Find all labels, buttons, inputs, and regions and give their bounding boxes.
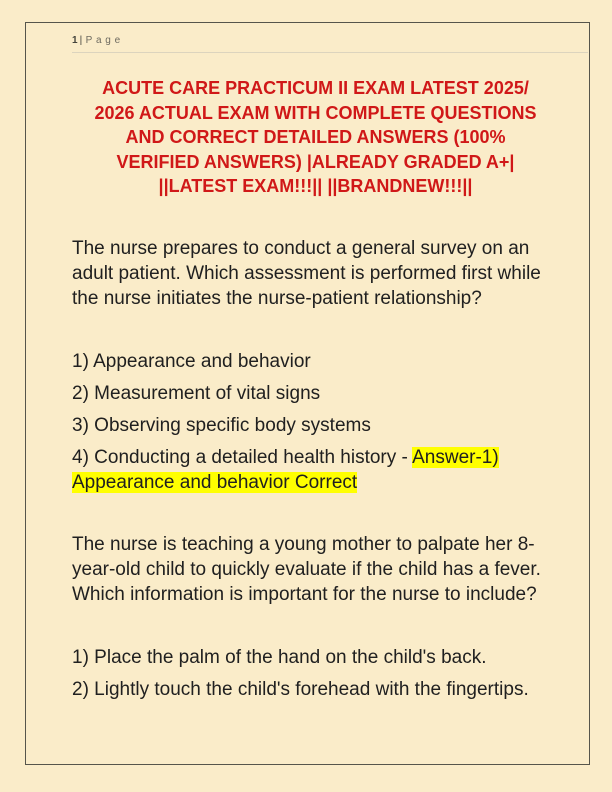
question-1-option-2: 2) Measurement of vital signs <box>72 382 321 404</box>
title-line-3: AND CORRECT DETAILED ANSWERS (100% <box>125 127 506 147</box>
header-page-label: P a g e <box>85 35 121 46</box>
question-1-option-4-prefix: 4) Conducting a detailed health history - <box>72 446 413 468</box>
question-1-option-1: 1) Appearance and behavior <box>72 350 311 372</box>
document-content <box>72 52 559 709</box>
question-1-text: The nurse prepares to conduct a general survey on an adult patient. Which assessment is performed first while the nurse initiates the nurse-patient relationship? <box>72 237 541 309</box>
title-line-5: ||LATEST EXAM!!!|| ||BRANDNEW!!!|| <box>158 176 473 196</box>
page-header <box>72 35 121 46</box>
question-2-options <box>72 645 559 702</box>
question-2-text: The nurse is teaching a young mother to palpate her 8-year-old child to quickly evaluate if the child has a fever. Which information is important for the nurse to include? <box>72 533 541 605</box>
question-1-option-3: 3) Observing specific body systems <box>72 414 371 436</box>
title-line-2: 2026 ACTUAL EXAM WITH COMPLETE QUESTIONS <box>94 102 537 123</box>
question-1-option-4 <box>72 445 559 495</box>
title-line-1: ACUTE CARE PRACTICUM II EXAM LATEST 2025/ <box>102 78 529 98</box>
title-line-4: VERIFIED ANSWERS) |ALREADY GRADED A+| <box>116 151 515 172</box>
header-separator: | <box>79 35 83 46</box>
question-1-options <box>72 349 559 495</box>
document-title <box>72 76 559 199</box>
question-2-option-2: 2) Lightly touch the child's forehead with the fingertips. <box>72 678 529 700</box>
question-2-option-1: 1) Place the palm of the hand on the child's back. <box>72 646 487 668</box>
highlighted-answer: Answer-1) Appearance and behavior Correct <box>72 446 499 493</box>
page-number: 1 <box>72 35 78 46</box>
